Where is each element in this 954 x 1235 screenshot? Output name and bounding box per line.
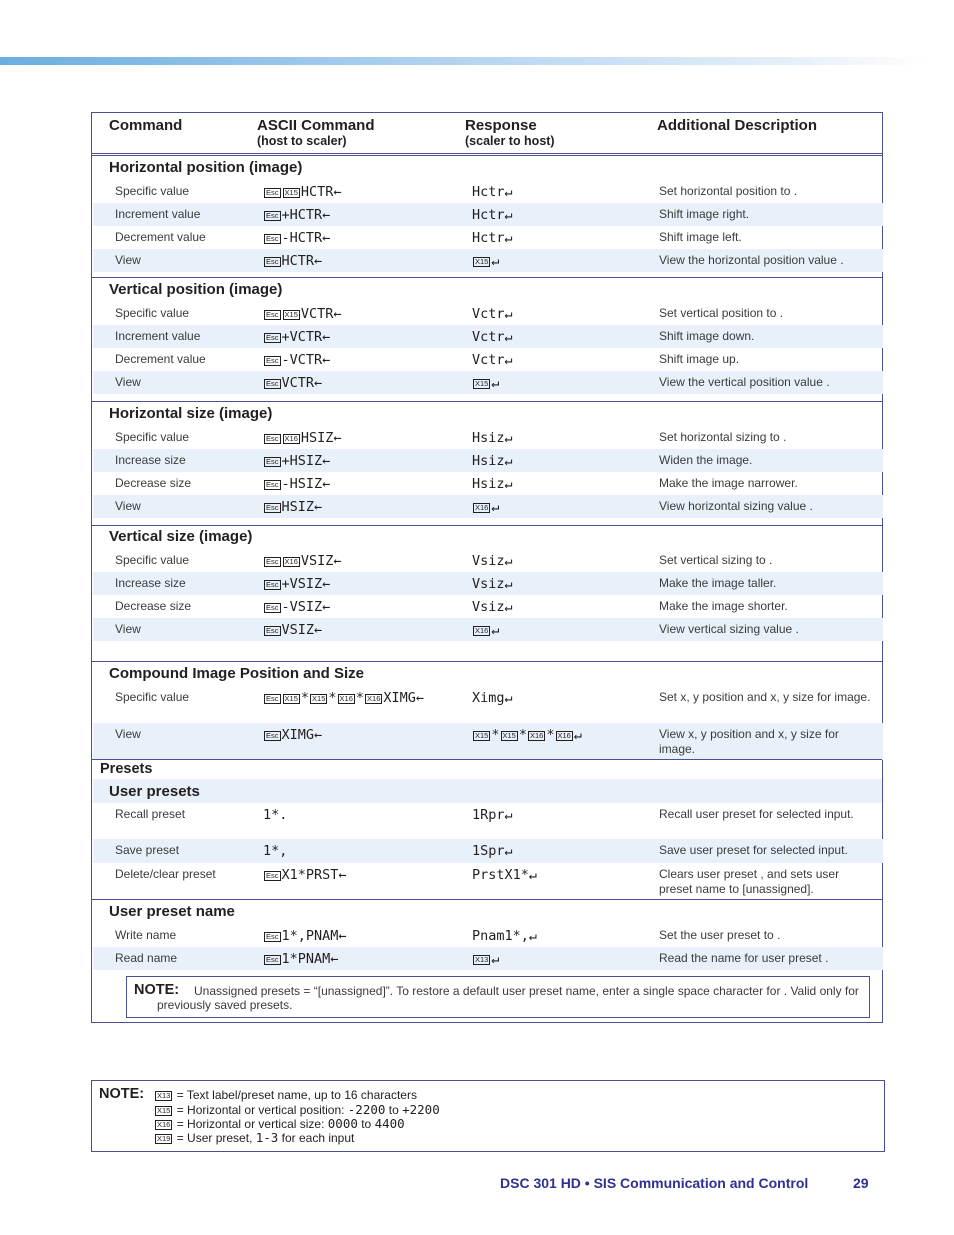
row-response [472,599,513,615]
table-row [93,803,883,839]
note-value: 0000 [327,1116,358,1131]
table-row [93,947,883,970]
row-ascii [263,622,322,638]
row-command: Increment value [115,329,201,343]
row-ascii [263,230,330,246]
row-ascii [263,453,330,469]
section-title-hsize: Horizontal size (image) [109,405,273,422]
header-response-label: Response [465,117,537,134]
row-response [472,476,513,492]
row-response-text: 1Spr↵ [472,843,513,859]
row-response-text: 1Rpr↵ [472,807,513,823]
row-ascii [263,599,330,615]
row-description: Set horizontal sizing to . [659,430,787,444]
note-label: NOTE: [134,982,180,998]
row-response [472,329,513,345]
note-line-text: = User preset, [176,1131,256,1145]
row-response-text: Vsiz↵ [472,576,513,592]
header-description-label: Additional Description [657,117,818,134]
row-ascii [263,951,338,967]
row-description: View vertical sizing value . [659,622,799,636]
table-row [93,371,883,394]
note-line-x13 [154,1088,417,1102]
row-command: View [115,727,141,741]
esc-key-icon: Esc [266,731,279,740]
row-description: Shift image up. [659,352,740,366]
table-row [93,595,883,618]
row-command: View [115,375,141,389]
row-ascii-text: VSIZ← [300,553,342,569]
esc-key-icon: Esc [266,603,279,612]
header-ascii-label: ASCII Command [257,117,375,134]
esc-key-icon: Esc [266,557,279,566]
row-description: View the vertical position value . [659,375,830,389]
row-ascii-text: XIMG← [383,690,425,706]
row-command: Delete/clear preset [115,867,216,881]
row-description: Widen the image. [659,453,753,467]
row-command: Recall preset [115,807,186,821]
row-command: Specific value [115,690,190,704]
row-ascii [263,207,330,223]
row-ascii: Esc X15 * X15 * X16 * X16 XIMG← [266,690,425,706]
row-ascii-text: +VCTR← [281,329,331,345]
row-response-text: Vctr↵ [472,306,513,322]
row-response-text: ↵ [491,253,500,269]
row-ascii [263,843,287,859]
note-text: Unassigned presets = “[unassigned]”. To restore a default user preset name, enter a single space character for . Valid only for previously saved presets. [157,984,859,1012]
row-response-text: Pnam1*,↵ [472,928,538,944]
section-band [93,779,883,803]
row-response [472,306,513,322]
row-response [472,928,537,944]
row-description: Make the image narrower. [659,476,798,490]
note-line-x15 [154,1102,440,1117]
row-ascii-text: VSIZ← [281,622,323,638]
row-response [472,843,513,859]
table-row [93,302,883,325]
row-command: Save preset [115,843,180,857]
row-command: View [115,622,141,636]
x15-variable-icon: X15 [284,188,298,197]
row-description: Set vertical position to . [659,306,784,320]
row-description: Shift image right. [659,207,750,221]
esc-key-icon: Esc [266,310,279,319]
row-response [472,230,513,246]
section-divider [92,525,882,526]
section-title-hpos: Horizontal position (image) [109,159,303,176]
esc-key-icon: Esc [266,234,279,243]
row-description: Set x, y position and x, y size for image. [659,690,871,704]
esc-key-icon: Esc [266,188,279,197]
page-number: 29 [853,1175,869,1191]
esc-key-icon: Esc [266,626,279,635]
x16-variable-icon: X16 [530,731,544,740]
section-title-user-presets: User presets [109,783,200,800]
note-value: -2200 [347,1102,386,1117]
row-description: View the horizontal position value . [659,253,844,267]
row-response: X15 * X15 * X16 * X16 ↵ [475,727,582,743]
row-description: Clears user preset , and sets user preset name to [unassigned]. [659,867,840,896]
row-ascii-text: VCTR← [300,306,342,322]
row-ascii-text: HCTR← [300,184,342,200]
row-response [472,807,513,823]
table-row [93,449,883,472]
note-value: 1-3 [255,1130,279,1145]
esc-key-icon: Esc [266,457,279,466]
row-response-text: Vsiz↵ [472,553,513,569]
row-response [472,352,513,368]
esc-key-icon: Esc [266,871,279,880]
esc-key-icon: Esc [266,955,279,964]
esc-key-icon: Esc [266,580,279,589]
note-label: NOTE: [99,1086,145,1102]
row-description: Make the image shorter. [659,599,788,613]
footer-title: DSC 301 HD • SIS Communication and Control [500,1175,809,1191]
header-description [657,117,817,134]
row-response-text: PrstX1*↵ [472,867,538,883]
esc-key-icon: Esc [266,503,279,512]
table-row [93,863,883,899]
row-description: Set the user preset to . [659,928,781,942]
row-ascii-text: 1*. [263,807,288,823]
row-response-text: Hctr↵ [472,184,513,200]
row-response-text: Vctr↵ [472,352,513,368]
row-description: Recall user preset for selected input. [659,807,854,821]
row-response [472,499,500,515]
row-ascii-text: HSIZ← [300,430,342,446]
x16-variable-icon: X16 [284,557,298,566]
note-line-text: to [357,1117,375,1131]
row-response-text: Hsiz↵ [472,453,513,469]
table-row [93,924,883,947]
esc-key-icon: Esc [266,356,279,365]
table-row [93,495,883,518]
row-ascii-text: XIMG← [281,727,323,743]
row-description: Set horizontal position to . [659,184,798,198]
header-double-rule [92,153,882,156]
row-ascii-text: 1*, [263,843,288,859]
section-title-vsize: Vertical size (image) [109,528,253,545]
row-description: Shift image down. [659,329,755,343]
row-response [472,576,513,592]
section-divider [92,661,882,662]
x15-variable-icon: X15 [284,694,298,703]
command-table [91,112,883,1023]
row-ascii-text: -VSIZ← [281,599,331,615]
esc-key-icon: Esc [266,257,279,266]
row-ascii [263,253,322,269]
section-divider [92,759,882,760]
row-response [472,951,500,967]
row-response [472,553,513,569]
row-response-text: Hsiz↵ [472,476,513,492]
row-response [472,430,513,446]
note-line-x16 [154,1116,405,1131]
x15-variable-icon: X15 [502,731,516,740]
row-command: Increase size [115,576,186,590]
x15-variable-icon: X15 [475,257,489,266]
row-response-text: Hsiz↵ [472,430,513,446]
x13-variable-icon: X13 [475,955,489,964]
row-response-text: ↵ [491,375,500,391]
row-response-text: Hctr↵ [472,230,513,246]
esc-key-icon: Esc [266,211,279,220]
section-title-vpos: Vertical position (image) [109,281,283,298]
table-row [93,618,883,641]
row-ascii-text: 1*PNAM← [281,951,339,967]
row-command: Decrease size [115,599,192,613]
presets-heading: Presets [100,761,153,777]
section-title-compound: Compound Image Position and Size [109,665,365,682]
row-response [472,253,500,269]
header-ascii [257,117,375,149]
row-ascii-text: +VSIZ← [281,576,331,592]
row-response-text: Ximg↵ [472,690,513,706]
row-response [472,453,513,469]
esc-key-icon: Esc [266,333,279,342]
table-row [93,203,883,226]
row-ascii-text: HSIZ← [281,499,323,515]
esc-key-icon: Esc [266,694,279,703]
row-ascii-text: -HCTR← [281,230,331,246]
header-ascii-sub: (host to scaler) [257,134,347,148]
esc-key-icon: Esc [266,932,279,941]
row-command: Increase size [115,453,186,467]
section-divider [92,899,882,900]
row-ascii-text: -VCTR← [281,352,331,368]
row-ascii [263,499,322,515]
x16-variable-icon: X16 [284,434,298,443]
row-command: Write name [115,928,177,942]
row-ascii [263,476,330,492]
section-divider [92,277,882,278]
row-command: View [115,253,141,267]
table-row [93,839,883,863]
table-row [93,249,883,272]
table-row [93,325,883,348]
note-value: 4400 [374,1116,405,1131]
row-response [472,375,500,391]
row-ascii [263,867,347,883]
note-line-text: for each input [278,1131,355,1145]
row-response-text: ↵ [491,951,500,967]
note-line-text: = Horizontal or vertical position: [176,1103,348,1117]
row-ascii-text: +HCTR← [281,207,331,223]
note-line-text: = Text label/preset name, up to 16 characters [176,1088,417,1102]
row-ascii [263,553,342,569]
table-row [93,180,883,203]
row-description: View horizontal sizing value . [659,499,813,513]
row-description: Shift image left. [659,230,742,244]
x15-variable-icon: X15 [475,731,489,740]
x16-variable-icon: X16 [475,626,489,635]
row-command: Decrement value [115,352,206,366]
row-response-text: ↵ [491,499,500,515]
note-line-x19 [154,1130,354,1145]
row-response [472,184,513,200]
row-command: Read name [115,951,178,965]
section-divider [92,401,882,402]
row-response-text: ↵ [573,727,582,743]
row-command: Specific value [115,553,190,567]
header-command [109,117,182,134]
row-ascii-text: X1*PRST← [281,867,347,883]
table-row [93,472,883,495]
row-ascii [263,430,342,446]
row-ascii [263,928,347,944]
row-command: View [115,499,141,513]
x15-variable-icon: X15 [284,310,298,319]
section-title-preset-name: User preset name [109,903,235,920]
row-command: Decrement value [115,230,206,244]
row-response-text: Hctr↵ [472,207,513,223]
table-header [92,113,882,153]
row-ascii [263,727,322,743]
row-ascii [263,184,342,200]
table-row [93,549,883,572]
table-row [93,348,883,371]
row-response-text: Vctr↵ [472,329,513,345]
table-row [93,226,883,249]
row-ascii [263,375,322,391]
note-line-text: to [385,1103,403,1117]
x15-variable-icon: X15 [312,694,326,703]
row-command: Specific value [115,306,190,320]
row-response-text: Vsiz↵ [472,599,513,615]
header-response-sub: (scaler to host) [465,134,555,148]
header-command-label: Command [109,117,183,134]
row-ascii-text: VCTR← [281,375,323,391]
row-description: Read the name for user preset . [659,951,829,965]
x16-variable-icon: X16 [339,694,353,703]
row-response [472,207,513,223]
row-description: Save user preset for selected input. [659,843,848,857]
row-command: Increment value [115,207,201,221]
row-ascii-text: +HSIZ← [281,453,331,469]
row-response [472,622,500,638]
esc-key-icon: Esc [266,434,279,443]
unassigned-presets-note [126,976,870,1018]
table-row [93,723,883,760]
row-ascii [263,352,330,368]
table-row [93,686,883,723]
x15-variable-icon: X15 [157,1106,171,1115]
row-response [472,690,513,706]
row-command: Decrease size [115,476,192,490]
table-row [93,572,883,595]
variables-note [91,1080,885,1152]
row-ascii-text: 1*,PNAM← [281,928,347,944]
x16-variable-icon: X16 [367,694,381,703]
x13-variable-icon: X13 [157,1091,171,1100]
row-description: Make the image taller. [659,576,777,590]
row-ascii [263,329,330,345]
row-ascii-text: -HSIZ← [281,476,331,492]
row-response-text: ↵ [491,622,500,638]
esc-key-icon: Esc [266,379,279,388]
x19-variable-icon: X19 [157,1134,171,1143]
note-line-text: = Horizontal or vertical size: [176,1117,328,1131]
row-ascii [263,807,287,823]
esc-key-icon: Esc [266,480,279,489]
row-command: Specific value [115,184,190,198]
row-ascii [263,306,342,322]
row-description: Set vertical sizing to . [659,553,773,567]
x16-variable-icon: X16 [557,731,571,740]
row-ascii-text: HCTR← [281,253,323,269]
row-ascii [263,576,330,592]
x16-variable-icon: X16 [157,1120,171,1129]
row-description: View x, y position and x, y size for image. [659,727,839,756]
table-row [93,426,883,449]
x16-variable-icon: X16 [475,503,489,512]
row-command: Specific value [115,430,190,444]
x15-variable-icon: X15 [475,379,489,388]
header-gradient-bar [0,57,930,65]
header-response [465,117,555,149]
row-response [472,867,537,883]
note-value: +2200 [402,1102,440,1117]
